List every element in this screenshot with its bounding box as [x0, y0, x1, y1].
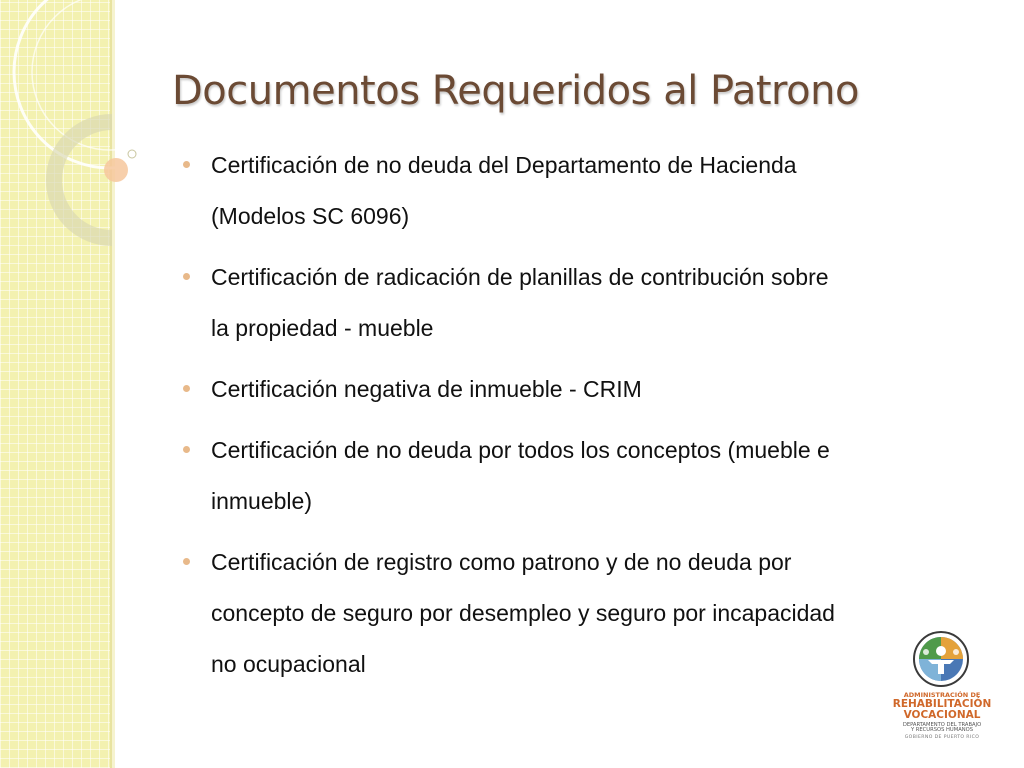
bullet-item: [180, 537, 980, 690]
bullet-item: [180, 140, 980, 242]
logo-line-2b: VOCACIONAL: [903, 708, 981, 721]
bullet-item: [180, 252, 980, 354]
bullet-dot-icon: [183, 558, 190, 565]
bullet-line: Certificación de radicación de planillas de contribución sobre: [211, 264, 829, 290]
bullet-line: inmueble): [211, 488, 312, 514]
logo-line-3b: Y RECURSOS HUMANOS: [910, 727, 974, 734]
bullet-dot-icon: [183, 273, 190, 280]
bullet-line: no ocupacional: [211, 651, 366, 677]
bullet-line: concepto de seguro por desempleo y seguro por incapacidad: [211, 600, 835, 626]
bullet-dot-icon: [183, 161, 190, 168]
bullet-item: [180, 425, 980, 527]
bullet-item: [180, 364, 980, 415]
bullet-line: Certificación de registro como patrono y de no deuda por: [211, 549, 792, 575]
bullet-dot-icon: [183, 446, 190, 453]
logo-line-4: GOBIERNO DE PUERTO RICO: [904, 734, 980, 740]
bullet-line: Certificación negativa de inmueble - CRIM: [211, 376, 642, 402]
bullet-line: Certificación de no deuda del Departamento de Hacienda: [211, 152, 797, 178]
slide-title: Documentos Requeridos al Patrono: [172, 68, 859, 114]
bullet-list: [180, 140, 980, 700]
bullet-dot-icon: [183, 385, 190, 392]
bullet-line: la propiedad - mueble: [211, 315, 434, 341]
emblem-icon: [906, 630, 976, 688]
bullet-line: (Modelos SC 6096): [211, 203, 410, 229]
logo-line-1: ADMINISTRACIÓN DE: [903, 691, 981, 699]
logo-line-3a: DEPARTAMENTO DEL TRABAJO: [902, 721, 982, 728]
bullet-line: Certificación de no deuda por todos los conceptos (mueble e: [211, 437, 830, 463]
logo-line-2a: REHABILITACIÓN: [892, 697, 992, 710]
organization-logo: [892, 628, 992, 750]
logo-text: [892, 692, 992, 741]
decorative-circles: [0, 0, 200, 300]
